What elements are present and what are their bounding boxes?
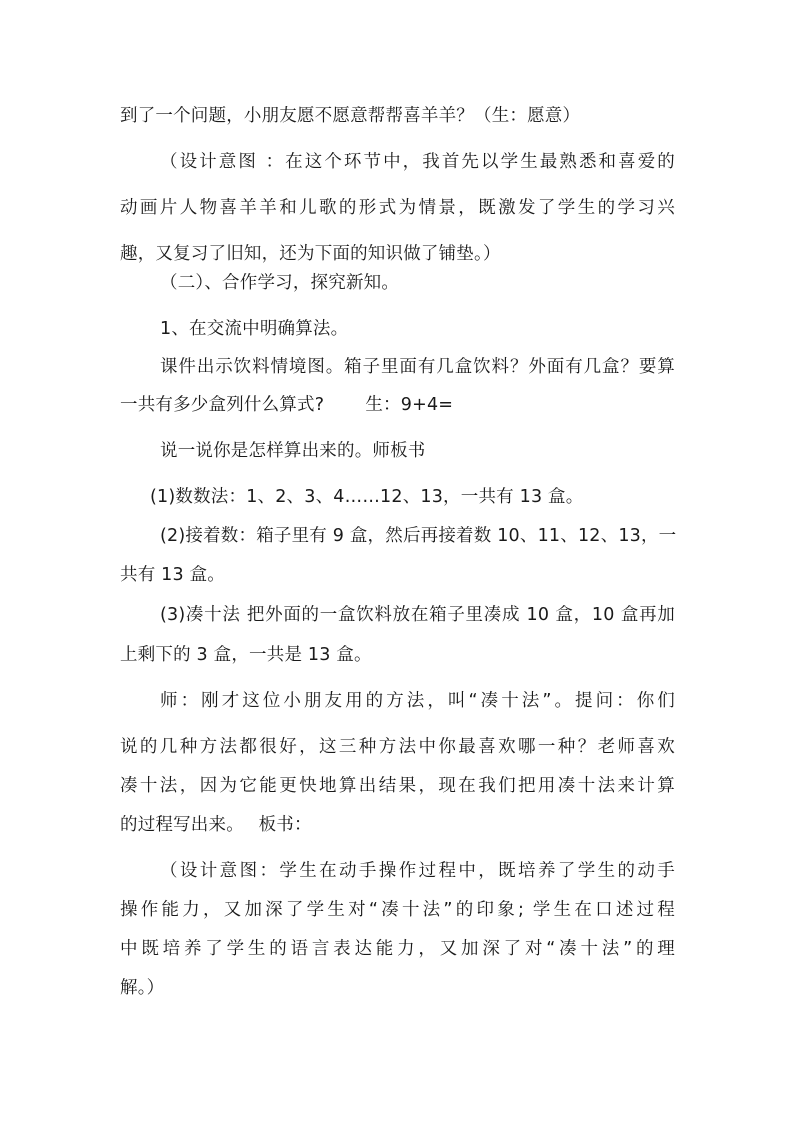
text-line: 共有 13 盒。: [120, 565, 225, 585]
text-line: 师：刚才这位小朋友用的方法，叫“凑十法”。提问：你们: [160, 691, 675, 711]
section-heading: （二）、合作学习，探究新知。: [160, 273, 400, 293]
text-line: 凑十法，因为它能更快地算出结果，现在我们把用凑十法来计算: [120, 776, 675, 796]
text-line: 中既培养了学生的语言表达能力，又加深了对“凑十法”的理: [120, 939, 675, 959]
text-line: 一共有多少盒列什么算式? 生：9+4=: [120, 395, 454, 415]
text-line: (2)接着数：箱子里有 9 盒，然后再接着数 10、11、12、13，一: [160, 526, 677, 546]
text-line: 上剩下的 3 盒，一共是 13 盒。: [120, 645, 372, 665]
text-line: (1)数数法：1、2、3、4……12、13，一共有 13 盒。: [150, 487, 584, 507]
text-line: （设计意图 ：在这个环节中，我首先以学生最熟悉和喜爱的: [160, 152, 675, 172]
text-line: 课件出示饮料情境图。箱子里面有几盒饮料？外面有几盒？要算: [160, 357, 675, 377]
text-line: 说的几种方法都很好，这三种方法中你最喜欢哪一种？老师喜欢: [120, 737, 675, 757]
subsection-heading: 1、在交流中明确算法。: [160, 319, 349, 339]
text-line: 解。）: [120, 978, 165, 998]
text-line: 到了一个问题，小朋友愿不愿意帮帮喜羊羊？（生：愿意）: [120, 106, 581, 126]
text-line: 说一说你是怎样算出来的。师板书: [160, 441, 426, 461]
text-line: 的过程写出来。 板书：: [120, 815, 312, 835]
text-line: 动画片人物喜羊羊和儿歌的形式为情景，既激发了学生的学习兴: [120, 198, 675, 218]
text-line: (3)凑十法 把外面的一盒饮料放在箱子里凑成 10 盒，10 盒再加: [160, 605, 675, 625]
text-line: 操作能力，又加深了学生对“凑十法”的印象; 学生在口述过程: [120, 900, 675, 920]
text-line: 趣，又复习了旧知，还为下面的知识做了铺垫。）: [120, 244, 501, 264]
text-line: （设计意图：学生在动手操作过程中，既培养了学生的动手: [160, 861, 675, 881]
